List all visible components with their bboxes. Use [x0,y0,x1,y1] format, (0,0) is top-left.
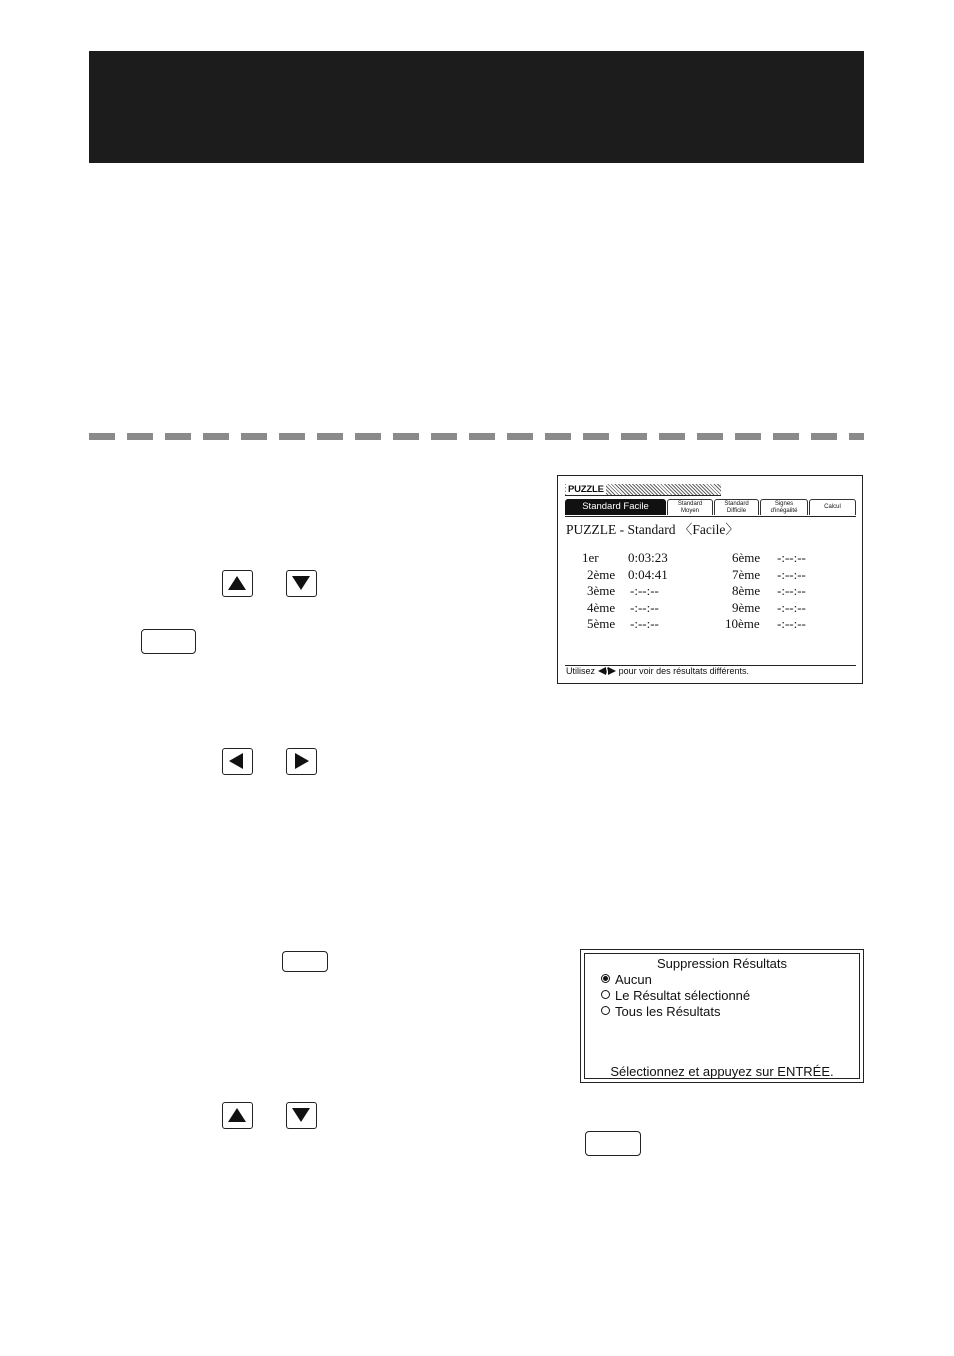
up-arrow-key-icon [222,1102,253,1129]
score-time: 0:03:23 [628,550,668,565]
category-tabs [565,499,856,517]
tab-calcul[interactable]: Calcul [809,499,856,515]
delete-results-frame [584,953,860,1079]
right-triangle-icon [605,666,616,676]
rank-label: 9ème [732,600,761,615]
rank-label: 1er [582,550,599,565]
delete-results-footer: Sélectionnez et appuyez sur ENTRÉE. [610,1064,834,1079]
rank-label: 6ème [732,550,761,565]
radio-unselected-icon [601,990,610,999]
results-heading: PUZZLE - Standard 〈Facile〉 [566,522,739,537]
rank-label: 2ème [587,567,616,582]
rank-label: 8ème [732,583,761,598]
radio-selected-icon [601,974,610,983]
rank-label: 10ème [725,616,760,631]
radio-unselected-icon [601,1006,610,1015]
score-time: -:--:-- [630,600,659,615]
down-arrow-key-icon [286,570,317,597]
footer-text-before: Utilisez [566,666,596,676]
tab-standard-difficile[interactable]: Standard Difficile [714,499,759,515]
score-time: -:--:-- [777,600,806,615]
option-label: Tous les Résultats [615,1004,721,1019]
score-time: 0:04:41 [628,567,668,582]
right-arrow-key-icon [286,748,317,775]
delete-results-title: Suppression Résultats [656,956,788,971]
rank-label: 3ème [587,583,616,598]
dashed-divider [89,433,864,440]
option-aucun[interactable] [601,972,652,988]
score-time: -:--:-- [777,550,806,565]
down-arrow-key-icon [286,1102,317,1129]
score-time: -:--:-- [777,583,806,598]
header-bar [89,51,864,163]
score-time: -:--:-- [777,567,806,582]
screen-title-bar [565,484,721,496]
footer-text-after: pour voir des résultats différents. [618,666,749,676]
left-triangle-icon [598,667,606,675]
score-time: -:--:-- [777,616,806,631]
delete-key-icon [282,951,328,972]
results-footer-hint [566,666,749,676]
screen-title: PUZZLE [568,484,604,495]
rank-label: 5ème [587,616,616,631]
rank-label: 7ème [732,567,761,582]
delete-results-screen [580,949,864,1083]
score-time: -:--:-- [630,616,659,631]
score-time: -:--:-- [630,583,659,598]
rank-label: 4ème [587,600,616,615]
option-tous-resultats[interactable] [601,1004,721,1020]
option-label: Aucun [615,972,652,987]
tab-standard-facile[interactable]: Standard Facile [565,499,666,515]
option-label: Le Résultat sélectionné [615,988,751,1003]
enter-key-icon [141,629,196,654]
enter-key-icon [585,1131,641,1156]
tab-signes-inegalite[interactable]: Signes d'inégalité [760,499,808,515]
puzzle-results-screen [557,475,863,684]
tab-standard-moyen[interactable]: Standard Moyen [667,499,713,515]
up-arrow-key-icon [222,570,253,597]
footer-separator: / [605,666,609,676]
left-arrow-key-icon [222,748,253,775]
option-resultat-selectionne[interactable] [601,988,750,1004]
